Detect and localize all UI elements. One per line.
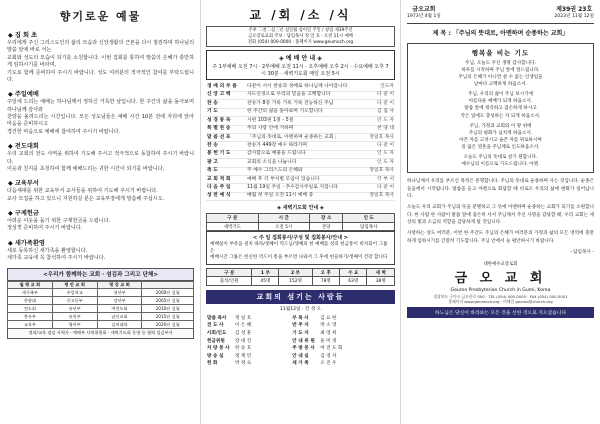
notice-line: 새로 등록하신 새가족을 환영합니다. xyxy=(7,247,88,254)
order-row xyxy=(206,125,395,133)
servant-role: 방 송 실 xyxy=(207,353,224,359)
order-label: 다 음 주 일 xyxy=(206,184,246,192)
order-detail: 11월 19일 주일 · 추수감사주일로 지킵니다 xyxy=(246,184,359,192)
offering-box-text xyxy=(210,242,391,261)
prayer-text xyxy=(413,60,588,169)
notice-body xyxy=(7,188,194,203)
table-cell: 봉사부 xyxy=(8,312,53,320)
order-detail: 찬송가 8장 거룩 거룩 거룩 전능하신 주님 xyxy=(246,100,359,108)
left-title: 향기로운 예물 xyxy=(59,10,142,23)
order-row xyxy=(206,91,395,99)
order-row xyxy=(206,133,395,141)
worship-guide-text: 주 1부예배 오전 7시 · 2부예배 오전 11시 · 오후예배 오후 2시 · 수요예배 오후 7시 30분 · 새벽기도회 매일 오전 5시 xyxy=(212,64,389,78)
prayer-line: 작은 일에도 충성하는 자 되게 하옵소서. xyxy=(460,113,541,119)
servant-row xyxy=(206,344,395,352)
message-paragraph: 사랑하는 성도 여러분, 이번 한 주간도 주님의 은혜가 여러분의 가정과 삶의 모든 영역에 충만하게 임하시기를 간절히 기도합니다. 주님 안에서 늘 평안하시기 바랍니다. xyxy=(407,231,594,244)
table-row xyxy=(8,305,194,313)
table-header: 구 분 xyxy=(207,268,252,277)
notice-line: 어려운 이웃을 돕기 위한 구제헌금을 드립니다. xyxy=(7,218,111,224)
table-cell: 담임목사 xyxy=(343,222,395,231)
bulletin-section-title: 교 /회 /소 /식 xyxy=(249,8,352,22)
order-label: 교 회 적 회 xyxy=(206,176,246,184)
servant-role: 안 내 위 원 xyxy=(292,338,315,344)
table-cell: 영아부 xyxy=(52,320,97,328)
notice-heading: ◆ 집 회 초 xyxy=(8,32,38,39)
notice-body xyxy=(7,248,194,263)
table-header: 새 벽 xyxy=(367,268,395,277)
order-label: 찬 송 xyxy=(206,142,246,150)
table-cell: 78명 xyxy=(312,277,339,286)
order-row xyxy=(206,167,395,175)
notice-line: 우리에게 주신 그리스도인의 삶의 모습과 신앙생활의 근본을 다시 점검하며 하나님의 말씀 앞에 바로 서는 xyxy=(7,40,194,54)
table-cell: 유년부 xyxy=(52,305,97,313)
offering-box xyxy=(206,231,395,264)
notice-section xyxy=(7,89,194,136)
table-cell: 오전 5시 xyxy=(258,222,309,231)
table-header: 1 부 xyxy=(252,268,279,277)
pastor-signature: - 담임목사 - xyxy=(570,250,594,256)
servant-role: 전 도 사 xyxy=(207,323,224,329)
servant-name: 오 진 우 xyxy=(320,361,337,367)
order-row xyxy=(206,108,395,116)
servant-name: 김 요 한 xyxy=(320,315,337,321)
masthead xyxy=(407,6,594,24)
order-row xyxy=(206,100,395,108)
table-cell: 여전도회 xyxy=(97,305,142,313)
table-row xyxy=(8,297,194,305)
servant-role: 주 방 봉 사 xyxy=(292,346,315,352)
table-cell: 찬양대 xyxy=(8,297,53,305)
box-line: 예배실이 부족을 설치 따라/셋째이 역드님/셋째의 헌 예배를 성의 헌금통이 비치되어 그룹은 xyxy=(210,242,388,254)
prayer-box xyxy=(407,43,594,174)
table-header: 평 강 교 회 xyxy=(97,281,142,289)
prayer-line: 말씀 앞에 정직하고 겸손하게 하시고 xyxy=(464,106,537,112)
table-cell: 2020년 설립 xyxy=(142,320,194,328)
order-label: 봉 헌 기 도 xyxy=(206,150,246,158)
message-paragraph: 하나님께서 우리를 부르신 목적은 분명합니다. 주님의 뜻대로 순종하며 사는 것입니다. 순종은 들음에서 시작됩니다. 말씀을 듣고 아멘으로 화답할 때 비로소 우리의 삶에 변화가 일어납니다. xyxy=(407,179,594,200)
table-row xyxy=(207,277,395,286)
table-cell: 2010년 설립 xyxy=(142,305,194,313)
order-row xyxy=(206,117,395,125)
order-row xyxy=(206,176,395,184)
notice-line: 찬양을 올려드리는 시간입니다. 모든 성도님들은 예배 시간 10분 전에 자리에 앉아 마음을 준비하시고 xyxy=(7,114,194,128)
order-detail: 주의 사랑 안에 거하며 xyxy=(246,125,359,133)
servant-role: 차 량 봉 사 xyxy=(207,346,230,352)
servants-date: 11월12일 · 건 성 오 xyxy=(279,306,322,312)
order-detail: 주 예수 그리스도의 은혜와 xyxy=(246,167,359,175)
notice-section xyxy=(7,30,194,84)
order-leader: 정일호 목사 xyxy=(359,192,395,200)
table-header: 오 후 xyxy=(312,268,339,277)
table-cell: 실버대학 xyxy=(97,320,142,328)
prayer-line: 날마다 고백하게 하옵소서. xyxy=(473,82,528,88)
servants-bar: 교회의 섬기는 사람들 xyxy=(206,290,395,304)
notice-line: 교사 모집을 하고 있으니 지원하실 분은 교육부장에게 말씀해 주십시오. xyxy=(7,195,165,202)
notice-body xyxy=(7,218,194,233)
notice-heading: ◆ 새가족환영 xyxy=(8,239,45,247)
header-line: 금오장로교회 주보 · 담임목사 정 일 호 · 오전 11시 예배 xyxy=(248,33,353,39)
servant-name: 정 재 민 xyxy=(235,353,252,359)
table-cell: 출석/인원 xyxy=(207,277,252,286)
message-paragraph: 오늘도 우리 교회가 주님의 뜻을 분별하고 그 뜻에 아멘하며 순종하는 교회가 되기를 소원합니다. 한 사람 한 사람이 말씀 앞에 겸손히 서서 주님께서 주신 사명을 감당할 때, 우리 교회는 세상의 빛과 소금의 역할을 감당하게 될 것입니다. xyxy=(407,205,594,226)
table-cell: 38명 xyxy=(367,277,395,286)
church-name: 금 오 교 회 xyxy=(454,271,547,287)
table-cell: 남선교회 xyxy=(97,312,142,320)
order-label: 특 별 찬 송 xyxy=(206,125,246,133)
church-name-en: Geumo Presbyterian Church in Gumi, Korea xyxy=(450,288,551,294)
table-cell: 교육부 xyxy=(8,320,53,328)
attendance-table xyxy=(206,268,395,286)
sermon-title: 제 목 : 「주님의 뜻대로, 아멘하며 순종하는 교회」 xyxy=(432,29,569,37)
servant-row xyxy=(206,352,395,360)
table-header: 평 안 교 회 xyxy=(52,281,97,289)
header-line: 주후 二천二십三년 십일월 십이일 주일 / 창립 제39주년 xyxy=(248,28,353,33)
order-detail: 사도신경으로 우리의 믿음을 고백합니다 xyxy=(246,91,359,99)
servant-role: 헌금위원 xyxy=(207,338,225,344)
table-cell: 2015년 설립 xyxy=(142,312,194,320)
order-row xyxy=(206,142,395,150)
table-row xyxy=(8,320,194,328)
order-row xyxy=(206,159,395,167)
notice-section xyxy=(7,178,194,203)
servant-name: 최 영 희 xyxy=(320,330,337,336)
notice-line: 경건한 마음으로 예배에 참여하여 주시기 바랍니다. xyxy=(7,128,121,135)
notice-line: 다음세대를 위한 교육부서 교사들을 위하여 기도해 주시기 바랍니다. xyxy=(7,188,158,195)
order-row xyxy=(206,184,395,192)
order-leader: 인도자 xyxy=(359,83,395,91)
notice-line: 새가족 교육에 꼭 참석하여 주시기 바랍니다. xyxy=(7,255,106,262)
offering-box-title: < 주 일 집회봉사/구성 및 집회봉사/안내 > xyxy=(253,235,348,242)
table-header: 구 분 xyxy=(207,214,259,223)
servant-role: 반 주 자 xyxy=(292,323,309,329)
notice-section xyxy=(7,208,194,233)
prayer-line: 주님의 평화가 넘치게 하옵소서. xyxy=(468,130,533,136)
order-detail: 한 주간의 삶을 돌아보며 기도합니다 xyxy=(246,108,359,116)
table-cell: 45명 xyxy=(252,277,279,286)
order-leader: 찬 양 대 xyxy=(359,125,395,133)
notice-heading: ◆ 주일예배 xyxy=(8,91,39,99)
order-detail: 시편 103편 1절 - 5절 xyxy=(246,117,359,125)
table-cell: 주일학교 xyxy=(52,289,97,297)
order-label: 축 도 xyxy=(206,167,246,175)
servant-role: 사회/인도 xyxy=(207,330,227,336)
servant-role: 부 목 사 xyxy=(292,315,309,321)
table-cell: 유치부 xyxy=(52,312,97,320)
notice-line: 우리 교회의 전도 사역을 위하여 기도해 주시고 적극적으로 동참하여 주시기 바랍니다. xyxy=(7,151,194,165)
denomination: 대한예수교장로회 xyxy=(483,262,518,268)
prayer-line: 주님, 오늘도 주신 생명 감사합니다. xyxy=(465,60,536,66)
servant-name: 장 대 진 xyxy=(235,338,252,344)
prayer-line: 예수님의 이름으로 기도드립니다. 아멘. xyxy=(461,162,540,168)
church-identity xyxy=(407,261,594,304)
order-label: 신 앙 고 백 xyxy=(206,91,246,99)
order-leader: 인 도 자 xyxy=(359,117,395,125)
order-row xyxy=(206,150,395,158)
dawn-prayer-table xyxy=(206,213,395,231)
order-detail: 교회의 소식을 나눕니다 xyxy=(246,159,359,167)
order-detail: 감사함으로 예물을 드립니다 xyxy=(246,150,359,158)
prayer-title: 행복을 비는 기도 xyxy=(471,48,530,57)
order-detail: 찬송가 449장 예수 따라가며 xyxy=(246,142,359,150)
header-line: 전화 (054) 000-0000 · 홈페이지 www.geumoch.org xyxy=(247,39,354,45)
table-cell: 152명 xyxy=(279,277,312,286)
table-row xyxy=(8,312,194,320)
order-of-worship xyxy=(206,83,395,201)
prayer-line: 주님, 우리의 삶이 주님 보시기에 xyxy=(468,92,533,98)
table-cell: 새벽기도 xyxy=(207,222,259,231)
table-cell: 청년부 xyxy=(97,289,142,297)
table-cell: 전도회 xyxy=(8,305,53,313)
masthead-church: 금오교회 xyxy=(412,6,436,13)
order-label: 기 도 xyxy=(206,108,246,116)
prayer-line: 주님, 가정과 교회와 이 땅 위에 xyxy=(469,123,532,129)
table-header: 2 부 xyxy=(279,268,312,277)
servant-row xyxy=(206,337,395,345)
order-detail: 매월 첫 주일 오전 11시 예배 중 xyxy=(246,192,359,200)
order-leader: 정일호 목사 xyxy=(359,133,395,141)
pastor-message xyxy=(407,178,594,245)
masthead-left xyxy=(407,6,441,21)
servant-name: 정 일 호 xyxy=(235,315,252,321)
order-label: 찬 송 xyxy=(206,100,246,108)
table-row xyxy=(8,289,194,297)
right-column xyxy=(400,0,600,424)
order-leader: 다 같 이 xyxy=(359,91,395,99)
order-row xyxy=(206,83,395,91)
table-cell: 본당 xyxy=(309,222,343,231)
notice-line: 교회와 성도의 모습이 되기를 소원합니다. 이번 집회를 통하여 말씀의 은혜가 충만하게 임하시기를 바라며, xyxy=(7,54,194,69)
order-leader: 인 도 자 xyxy=(359,159,395,167)
worship-guide-banner xyxy=(206,50,395,80)
notice-heading: ◆ 전도대회 xyxy=(8,143,39,151)
prayer-line: 아름다운 예배가 되게 하옵소서. xyxy=(468,99,533,105)
dawn-prayer-notice: ◈ 새벽기도회 안내 ◈ xyxy=(277,205,324,212)
masthead-date: 2023년 11월 12일 xyxy=(554,14,594,20)
address-line: 홈페이지 www.geumoch.org · 이메일 geumo@church.org xyxy=(448,299,553,305)
table-cell: 중고등부 xyxy=(52,297,97,305)
servant-name: 박 소 영 xyxy=(320,323,337,329)
box-line: 예배시간 그룹은 헌신한 역드이 통을 부르면 나와서 그 후에 헌들하기/셋째이 건강 합니다 xyxy=(210,255,388,261)
servants-table xyxy=(206,314,395,367)
servant-role: 헌 화 xyxy=(207,361,218,367)
table-header: 장 소 xyxy=(309,214,343,223)
table-cell: 2005년 설립 xyxy=(142,297,194,305)
table-header: 월 평 교 회 xyxy=(8,281,53,289)
order-label: 광 고 xyxy=(206,159,246,167)
table-header: 인 도 xyxy=(343,214,395,223)
servant-row xyxy=(206,322,395,330)
servant-name: 여 전 도 회 xyxy=(320,346,343,352)
order-detail: 예배 후 각 부서별 모임이 있습니다 xyxy=(246,176,359,184)
prayer-line: 하루를 시작하며 주님 앞에 엎드립니다. xyxy=(461,67,540,73)
servant-name: 박 정 숙 xyxy=(235,361,252,367)
order-label: 말 씀 선 포 xyxy=(206,133,246,141)
order-leader: 다 같 이 xyxy=(359,184,395,192)
prayer-line: 오늘도 주님의 뜻대로 살기 원합니다. xyxy=(463,155,538,161)
masthead-issue: 제39권 23호 xyxy=(556,6,593,13)
worship-guide-title: ◈ 예 배 안 내 ◈ xyxy=(279,55,322,63)
table-cell: 새가족부 xyxy=(8,289,53,297)
prayer-line: 아픈 자를 고치시고 슬픈 자를 위로하시며 xyxy=(459,137,542,143)
order-label: 성 찬 예 식 xyxy=(206,192,246,200)
prayer-line: 길 잃은 영혼을 주님께로 인도하옵소서. xyxy=(461,145,540,151)
notice-body xyxy=(7,151,194,173)
order-detail: 다같이 서서 찬송과 경배로 하나님께 나아갑니다 xyxy=(246,83,359,91)
left-table-title: <우리가 함께하는 교회 · 섬김과 그리고 단체> xyxy=(7,268,194,281)
masthead-right xyxy=(554,6,594,21)
order-label: 경 배 의 부 름 xyxy=(206,83,246,91)
notice-section xyxy=(7,238,194,263)
table-header: 시 간 xyxy=(258,214,309,223)
order-leader: 다 같 이 xyxy=(359,142,395,150)
notice-line: 정성껏 준비하여 주시기 바랍니다. xyxy=(7,225,83,232)
servant-role: 안 내 실 xyxy=(292,353,309,359)
order-detail: 「주님의 뜻대로, 아멘하며 순종하는 교회」 xyxy=(246,133,359,141)
notice-heading: ◆ 교육부서 xyxy=(8,180,39,188)
middle-column xyxy=(200,0,400,424)
servant-name: 윤 미 경 xyxy=(320,338,337,344)
footer-bar: 하느님은 당신이 바라보는 모든 것을 선한 것으로 지으셨습니다 xyxy=(407,307,594,318)
table-cell: 63명 xyxy=(339,277,366,286)
masthead-founded: 1973년 4월 1일 xyxy=(407,14,441,20)
servant-role: 새 가 족 xyxy=(292,361,309,367)
left-table-footer: 정리/교육 겸임 사역자 · 예배부 사역위원회 · 새벽기도회 운영 등 협력 섬김부서 xyxy=(7,329,194,339)
servant-name: 한 승 호 xyxy=(235,346,252,352)
servant-name: 김 성 훈 xyxy=(235,330,252,336)
table-row xyxy=(207,222,395,231)
notice-heading: ◆ 구제헌금 xyxy=(8,210,39,217)
bulletin-header-lines xyxy=(206,26,395,47)
notice-line: 주일에 드리는 예배는 하나님께서 정하신 거룩한 날입니다. 한 주간의 삶을 돌아보며 하나님께 감사와 xyxy=(7,99,194,113)
order-leader: 김 집 사 xyxy=(359,108,395,116)
notice-section xyxy=(7,141,194,173)
prayer-line: 주님의 은혜가 아니면 살 수 없는 인생임을 xyxy=(458,75,543,81)
servant-row xyxy=(206,329,395,337)
notice-body xyxy=(7,40,194,84)
order-row xyxy=(206,192,395,200)
order-leader: 각 부 서 xyxy=(359,176,395,184)
table-header xyxy=(142,281,194,289)
servant-row xyxy=(206,360,395,368)
order-leader: 정일호 목사 xyxy=(359,167,395,175)
notice-line: 기도로 함께 준비하여 주시기 바랍니다. 성도 여러분의 적극적인 참여를 부탁드립니다. xyxy=(7,69,194,83)
left-column xyxy=(0,0,200,424)
order-leader: 다 같 이 xyxy=(359,100,395,108)
servant-role: 말씀 목사 xyxy=(207,315,227,321)
table-header: 수 요 xyxy=(339,268,366,277)
left-sections xyxy=(7,30,194,263)
servant-row xyxy=(206,314,395,322)
servant-name: 김 영 자 xyxy=(320,353,337,359)
servant-role: 기 도 자 xyxy=(292,330,309,336)
church-address xyxy=(407,294,594,304)
servant-name: 이 은 혜 xyxy=(235,323,252,329)
notice-body xyxy=(7,99,194,136)
address-line: 경상북도 구미시 금오산로 000 · TEL (054) 000-0000 · FAX (054) 000-0001 xyxy=(433,294,568,300)
left-table xyxy=(7,281,194,329)
table-cell: 2000년 설립 xyxy=(142,289,194,297)
notice-line: 이웃과 친지를 초청하여 함께 예배드리는 귀한 시간이 되기를 바랍니다. xyxy=(7,165,165,172)
table-cell: 장년부 xyxy=(97,297,142,305)
order-leader: 인 도 자 xyxy=(359,150,395,158)
order-label: 성 경 봉 독 xyxy=(206,117,246,125)
